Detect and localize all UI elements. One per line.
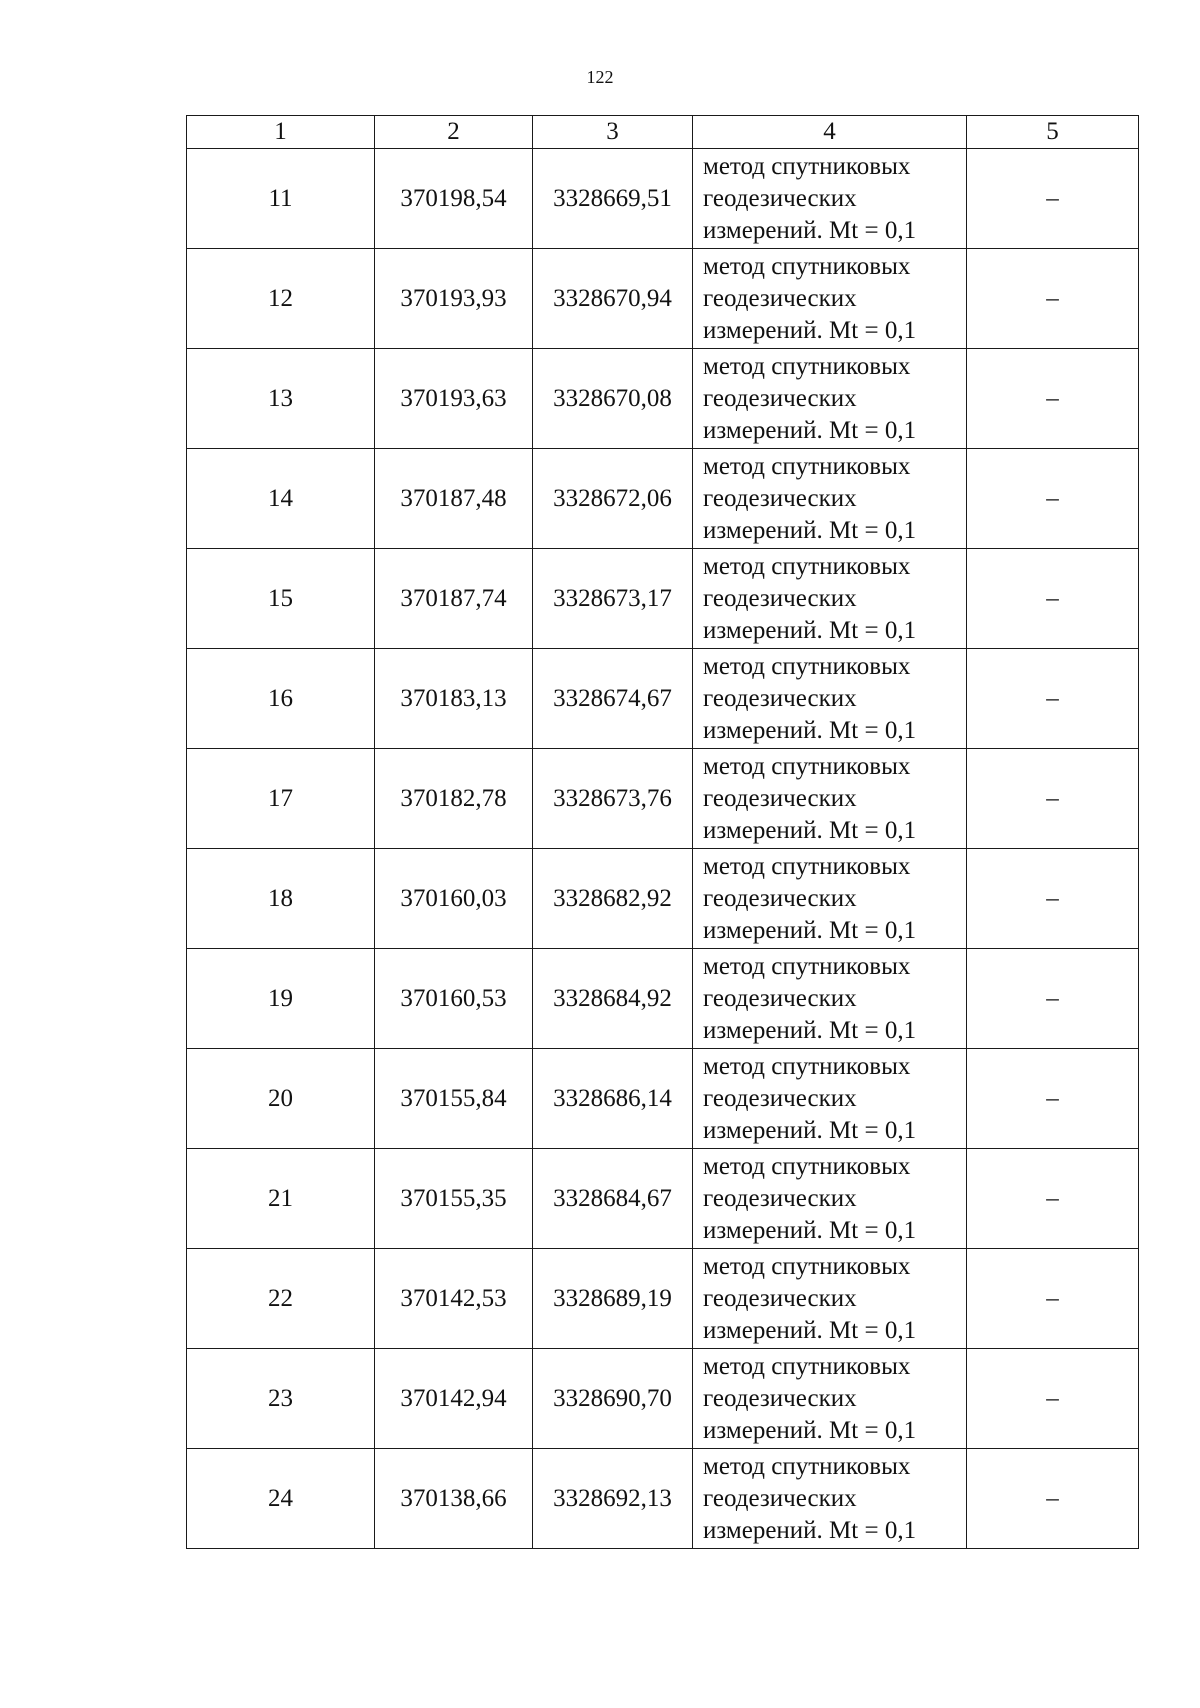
table-row — [187, 449, 1139, 549]
table-row — [187, 949, 1139, 1049]
x-coordinate-cell: 370155,84 — [375, 1049, 533, 1149]
y-coordinate-cell: 3328689,19 — [533, 1249, 693, 1349]
point-number-cell: 15 — [187, 549, 375, 649]
note-cell: – — [967, 349, 1139, 449]
table-row — [187, 349, 1139, 449]
x-coordinate-cell: 370142,53 — [375, 1249, 533, 1349]
point-number-cell: 13 — [187, 349, 375, 449]
method-cell: метод спутниковых геодезических измерений. Mt = 0,1 — [693, 1249, 967, 1349]
x-coordinate-cell: 370182,78 — [375, 749, 533, 849]
note-cell: – — [967, 1349, 1139, 1449]
method-cell: метод спутниковых геодезических измерений. Mt = 0,1 — [693, 349, 967, 449]
method-cell: метод спутниковых геодезических измерений. Mt = 0,1 — [693, 1349, 967, 1449]
note-cell: – — [967, 1149, 1139, 1249]
note-cell: – — [967, 1449, 1139, 1549]
note-cell: – — [967, 649, 1139, 749]
x-coordinate-cell: 370198,54 — [375, 149, 533, 249]
table-row — [187, 849, 1139, 949]
point-number-cell: 17 — [187, 749, 375, 849]
method-cell: метод спутниковых геодезических измерений. Mt = 0,1 — [693, 1449, 967, 1549]
note-cell: – — [967, 749, 1139, 849]
table-row — [187, 149, 1139, 249]
point-number-cell: 21 — [187, 1149, 375, 1249]
note-cell: – — [967, 149, 1139, 249]
method-cell: метод спутниковых геодезических измерений. Mt = 0,1 — [693, 249, 967, 349]
header-row — [187, 116, 1139, 149]
method-cell: метод спутниковых геодезических измерений. Mt = 0,1 — [693, 749, 967, 849]
x-coordinate-cell: 370142,94 — [375, 1349, 533, 1449]
x-coordinate-cell: 370138,66 — [375, 1449, 533, 1549]
note-cell: – — [967, 449, 1139, 549]
note-cell: – — [967, 249, 1139, 349]
point-number-cell: 23 — [187, 1349, 375, 1449]
column-header-2: 2 — [375, 116, 533, 149]
x-coordinate-cell: 370183,13 — [375, 649, 533, 749]
y-coordinate-cell: 3328684,92 — [533, 949, 693, 1049]
y-coordinate-cell: 3328670,08 — [533, 349, 693, 449]
x-coordinate-cell: 370187,74 — [375, 549, 533, 649]
note-cell: – — [967, 849, 1139, 949]
table-row — [187, 1049, 1139, 1149]
y-coordinate-cell: 3328692,13 — [533, 1449, 693, 1549]
y-coordinate-cell: 3328669,51 — [533, 149, 693, 249]
x-coordinate-cell: 370160,53 — [375, 949, 533, 1049]
table-row — [187, 649, 1139, 749]
x-coordinate-cell: 370193,93 — [375, 249, 533, 349]
y-coordinate-cell: 3328670,94 — [533, 249, 693, 349]
table-body — [187, 149, 1139, 1549]
y-coordinate-cell: 3328686,14 — [533, 1049, 693, 1149]
note-cell: – — [967, 949, 1139, 1049]
point-number-cell: 18 — [187, 849, 375, 949]
note-cell: – — [967, 1049, 1139, 1149]
column-header-1: 1 — [187, 116, 375, 149]
y-coordinate-cell: 3328684,67 — [533, 1149, 693, 1249]
x-coordinate-cell: 370155,35 — [375, 1149, 533, 1249]
point-number-cell: 14 — [187, 449, 375, 549]
table-row — [187, 749, 1139, 849]
method-cell: метод спутниковых геодезических измерений. Mt = 0,1 — [693, 149, 967, 249]
point-number-cell: 12 — [187, 249, 375, 349]
method-cell: метод спутниковых геодезических измерений. Mt = 0,1 — [693, 1049, 967, 1149]
y-coordinate-cell: 3328674,67 — [533, 649, 693, 749]
point-number-cell: 20 — [187, 1049, 375, 1149]
x-coordinate-cell: 370193,63 — [375, 349, 533, 449]
page-number: 122 — [586, 67, 614, 87]
method-cell: метод спутниковых геодезических измерений. Mt = 0,1 — [693, 449, 967, 549]
y-coordinate-cell: 3328682,92 — [533, 849, 693, 949]
table-row — [187, 1149, 1139, 1249]
method-cell: метод спутниковых геодезических измерений. Mt = 0,1 — [693, 549, 967, 649]
point-number-cell: 22 — [187, 1249, 375, 1349]
table-row — [187, 249, 1139, 349]
table-row — [187, 1449, 1139, 1549]
x-coordinate-cell: 370187,48 — [375, 449, 533, 549]
table-header — [187, 116, 1139, 149]
column-header-4: 4 — [693, 116, 967, 149]
y-coordinate-cell: 3328672,06 — [533, 449, 693, 549]
y-coordinate-cell: 3328673,76 — [533, 749, 693, 849]
point-number-cell: 24 — [187, 1449, 375, 1549]
table-row — [187, 1349, 1139, 1449]
method-cell: метод спутниковых геодезических измерений. Mt = 0,1 — [693, 849, 967, 949]
table-row — [187, 549, 1139, 649]
note-cell: – — [967, 549, 1139, 649]
point-number-cell: 11 — [187, 149, 375, 249]
method-cell: метод спутниковых геодезических измерений. Mt = 0,1 — [693, 649, 967, 749]
method-cell: метод спутниковых геодезических измерений. Mt = 0,1 — [693, 949, 967, 1049]
point-number-cell: 19 — [187, 949, 375, 1049]
method-cell: метод спутниковых геодезических измерений. Mt = 0,1 — [693, 1149, 967, 1249]
y-coordinate-cell: 3328690,70 — [533, 1349, 693, 1449]
coordinates-table — [186, 115, 1139, 1549]
column-header-5: 5 — [967, 116, 1139, 149]
point-number-cell: 16 — [187, 649, 375, 749]
column-header-3: 3 — [533, 116, 693, 149]
y-coordinate-cell: 3328673,17 — [533, 549, 693, 649]
table-row — [187, 1249, 1139, 1349]
note-cell: – — [967, 1249, 1139, 1349]
x-coordinate-cell: 370160,03 — [375, 849, 533, 949]
